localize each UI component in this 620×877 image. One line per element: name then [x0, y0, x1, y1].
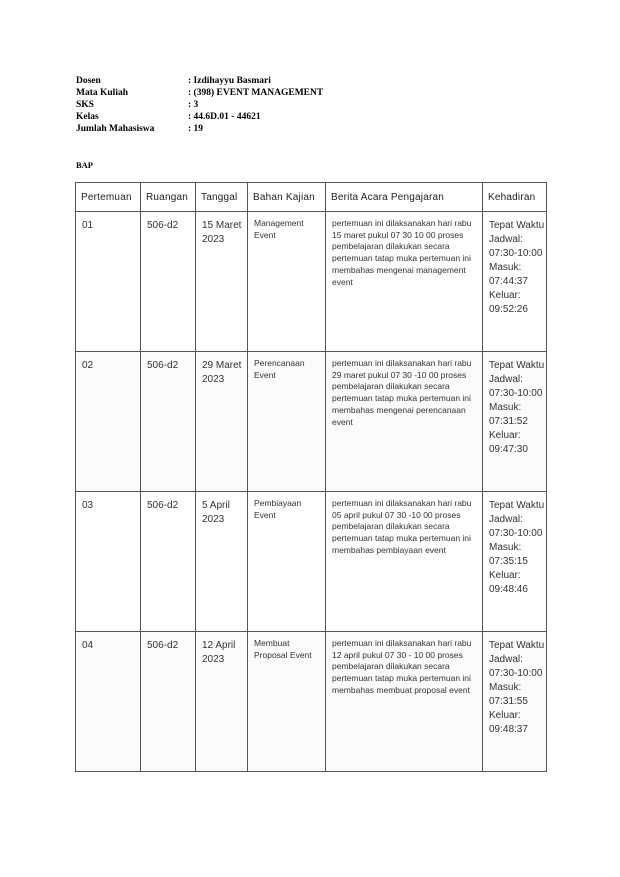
kehadiran-jadwal: Jadwal: 07:30-10:00 — [489, 514, 543, 539]
cell-bahan-kajian: Perencanaan Event — [248, 352, 326, 492]
kehadiran-keluar: Keluar: 09:48:37 — [489, 710, 528, 735]
cell-bahan-kajian: Membuat Proposal Event — [248, 632, 326, 772]
kehadiran-keluar: Keluar: 09:48:46 — [489, 570, 528, 595]
cell-berita-acara: pertemuan ini dilaksanakan hari rabu 29 maret pukul 07 30 -10 00 proses pembelajaran dilakukan secara pertemuan tatap muka pertemuan ini membahas mengenai perencanaan event — [326, 352, 483, 492]
kehadiran-masuk: Masuk: 07:31:55 — [489, 682, 528, 707]
info-row-mata-kuliah — [76, 87, 323, 99]
kehadiran-keluar: Keluar: 09:47:30 — [489, 430, 528, 455]
info-row-sks — [76, 99, 323, 111]
cell-tanggal: 15 Maret 2023 — [196, 212, 248, 352]
cell-bahan-kajian: Pembiayaan Event — [248, 492, 326, 632]
kehadiran-masuk: Masuk: 07:31:52 — [489, 402, 528, 427]
cell-ruangan: 506-d2 — [141, 492, 196, 632]
kehadiran-masuk: Masuk: 07:35:15 — [489, 542, 528, 567]
info-row-dosen — [76, 75, 323, 87]
table-row — [76, 632, 547, 772]
cell-pertemuan: 01 — [76, 212, 141, 352]
bap-table — [75, 182, 547, 772]
course-info — [76, 75, 323, 135]
kehadiran-status: Tepat Waktu — [489, 220, 545, 231]
kehadiran-keluar: Keluar: 09:52:26 — [489, 290, 528, 315]
cell-pertemuan: 03 — [76, 492, 141, 632]
table-header-row — [76, 183, 547, 212]
kehadiran-jadwal: Jadwal: 07:30-10:00 — [489, 654, 543, 679]
header-ruangan: Ruangan — [141, 183, 196, 212]
header-pertemuan: Pertemuan — [76, 183, 141, 212]
header-kehadiran: Kehadiran — [483, 183, 547, 212]
cell-berita-acara: pertemuan ini dilaksanakan hari rabu 15 maret pukul 07 30 10 00 proses pembelajaran dilakukan secara pertemuan tatap muka pertemuan ini membahas mengenai management event — [326, 212, 483, 352]
section-title: BAP — [76, 160, 93, 170]
info-value: : 44.6D.01 - 44621 — [188, 112, 261, 122]
info-label: Dosen — [76, 76, 101, 86]
cell-berita-acara: pertemuan ini dilaksanakan hari rabu 05 april pukul 07 30 -10 00 proses pembelajaran dilakukan secara pertemuan tatap muka pertemuan ini membahas pembiayaan event — [326, 492, 483, 632]
cell-tanggal: 29 Maret 2023 — [196, 352, 248, 492]
cell-pertemuan: 04 — [76, 632, 141, 772]
info-row-jumlah-mahasiswa — [76, 123, 323, 135]
kehadiran-masuk: Masuk: 07:44:37 — [489, 262, 528, 287]
info-value: : Izdihayyu Basmari — [188, 76, 271, 86]
cell-bahan-kajian: Management Event — [248, 212, 326, 352]
cell-ruangan: 506-d2 — [141, 352, 196, 492]
info-label: SKS — [76, 100, 94, 110]
kehadiran-status: Tepat Waktu — [489, 640, 545, 651]
table-row — [76, 492, 547, 632]
kehadiran-jadwal: Jadwal: 07:30-10:00 — [489, 234, 543, 259]
cell-berita-acara: pertemuan ini dilaksanakan hari rabu 12 april pukul 07 30 - 10 00 proses pembelajaran dilakukan secara pertemuan tatap muka pertemuan ini membahas membuat proposal event — [326, 632, 483, 772]
table-row — [76, 212, 547, 352]
header-bahan-kajian: Bahan Kajian — [248, 183, 326, 212]
kehadiran-status: Tepat Waktu — [489, 500, 545, 511]
cell-ruangan: 506-d2 — [141, 212, 196, 352]
info-value: : (398) EVENT MANAGEMENT — [188, 88, 324, 98]
cell-pertemuan: 02 — [76, 352, 141, 492]
header-tanggal: Tanggal — [196, 183, 248, 212]
header-berita-acara: Berita Acara Pengajaran — [326, 183, 483, 212]
kehadiran-status: Tepat Waktu — [489, 360, 545, 371]
cell-ruangan: 506-d2 — [141, 632, 196, 772]
cell-kehadiran — [483, 632, 547, 772]
cell-kehadiran — [483, 492, 547, 632]
cell-kehadiran — [483, 352, 547, 492]
info-label: Mata Kuliah — [76, 88, 128, 98]
cell-tanggal: 12 April 2023 — [196, 632, 248, 772]
table-row — [76, 352, 547, 492]
info-row-kelas — [76, 111, 323, 123]
info-label: Jumlah Mahasiswa — [76, 124, 155, 134]
info-value: : 19 — [188, 124, 204, 134]
cell-kehadiran — [483, 212, 547, 352]
info-label: Kelas — [76, 112, 99, 122]
cell-tanggal: 5 April 2023 — [196, 492, 248, 632]
info-value: : 3 — [188, 100, 199, 110]
kehadiran-jadwal: Jadwal: 07:30-10:00 — [489, 374, 543, 399]
